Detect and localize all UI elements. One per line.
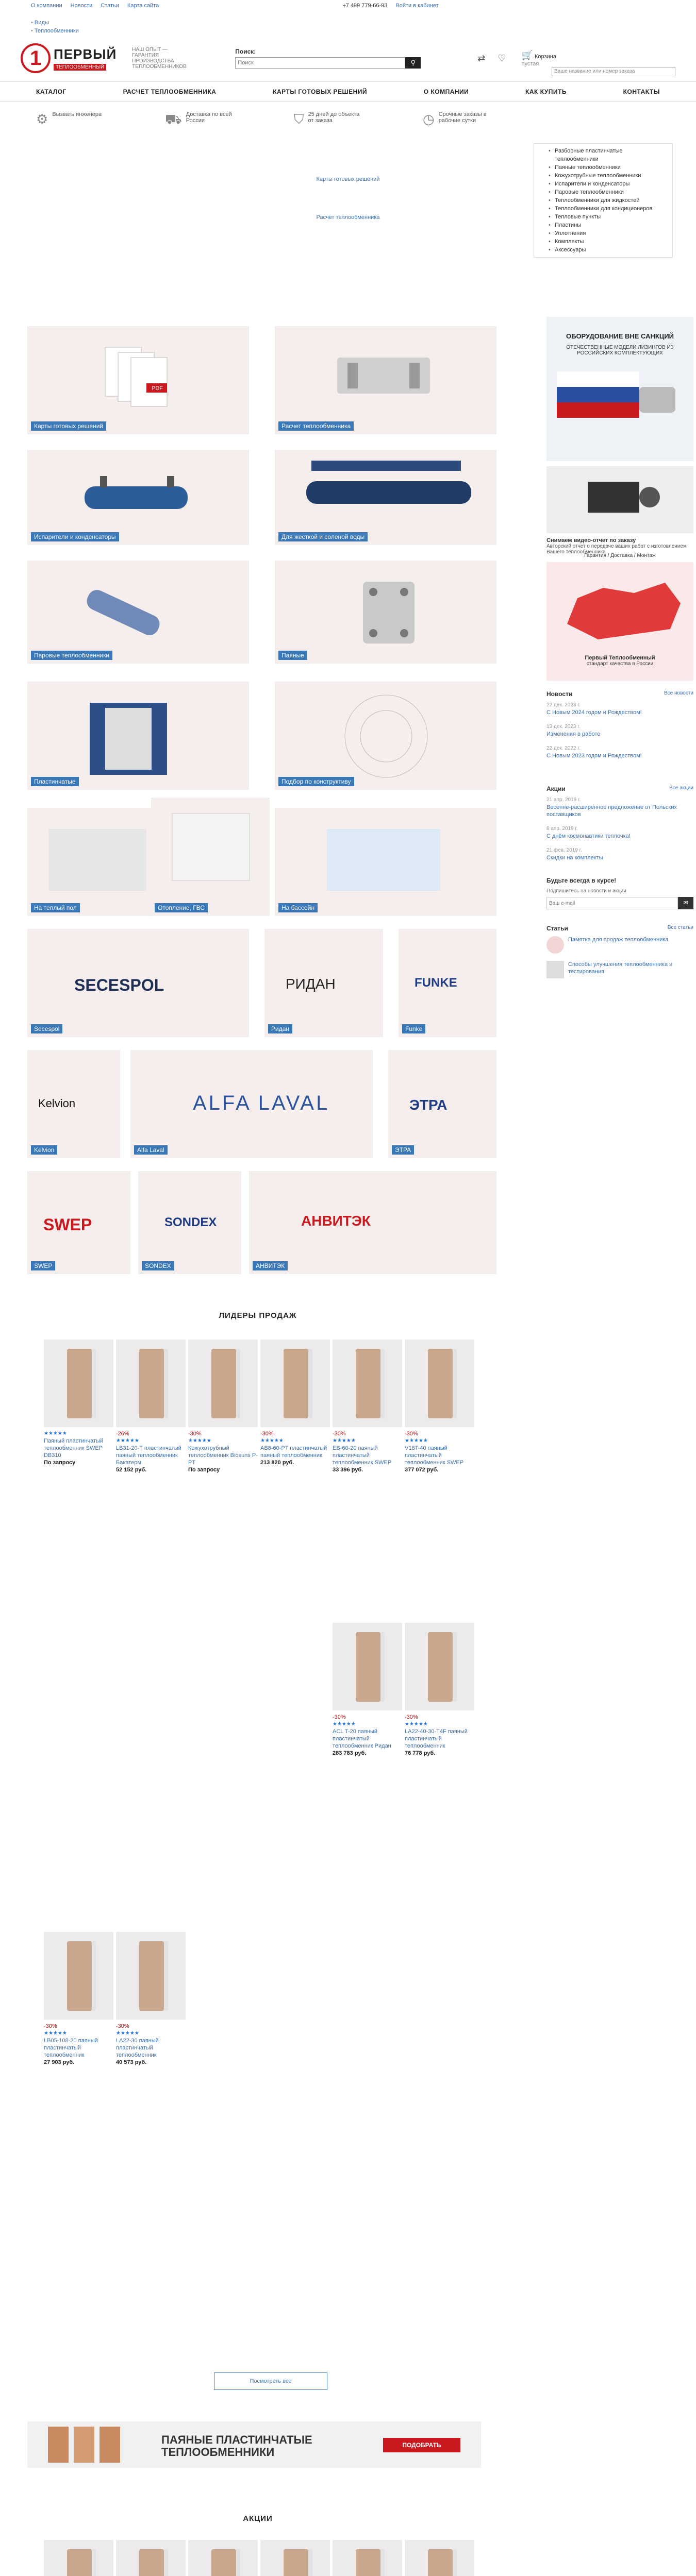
brand-secespol: SECESPOL: [74, 976, 164, 994]
discount-badge: -30%: [333, 1431, 346, 1437]
product-card[interactable]: [405, 2540, 474, 2576]
promo-line1: ПАЯНЫЕ ПЛАСТИНЧАТЫЕ: [161, 2433, 312, 2446]
tile-caption: SWEP: [31, 1261, 55, 1270]
feature-text: Доставка по всей России: [186, 111, 232, 124]
product-image[interactable]: [44, 1932, 113, 2020]
camera-illustration: [546, 466, 693, 533]
tile-caption: Пластинчатые: [31, 777, 79, 786]
product-card[interactable]: [44, 1340, 113, 1466]
cart-subtitle: пустая: [521, 60, 539, 67]
russia-map-illustration: [546, 567, 693, 655]
discount-badge: -30%: [333, 1714, 346, 1720]
sidebar: [546, 317, 693, 986]
site-header: [0, 35, 696, 81]
brand-ridan: РИДАН: [286, 976, 336, 992]
banner-text: ОТЕЧЕСТВЕННЫЕ МОДЕЛИ ЛИЗИНГОВ ИЗ РОССИЙСКИХ КОМПЛЕКТУЮЩИХ: [566, 345, 674, 356]
product-name[interactable]: Кожухотрубный теплообменник Biosuns P-PT: [188, 1445, 258, 1466]
breadcrumb-item[interactable]: Теплообменники: [34, 28, 79, 34]
product-card[interactable]: [44, 2540, 113, 2576]
dropdown-item[interactable]: • Паяные теплообменники: [534, 163, 672, 172]
plate-shape: [139, 1349, 164, 1418]
nav-catalog[interactable]: КАТАЛОГ: [36, 88, 67, 95]
rating-stars: ★★★★★: [44, 2030, 67, 2036]
tile-secespol[interactable]: [27, 929, 249, 1037]
brand-kelvion: Kelvion: [38, 1097, 76, 1110]
product-image[interactable]: [333, 2540, 402, 2576]
top-bar: [0, 0, 696, 11]
topbar-link-about[interactable]: О компании: [31, 3, 62, 9]
news-date: 22 дек. 2023 г.: [546, 702, 581, 708]
svg-text:PDF: PDF: [152, 385, 163, 392]
product-image[interactable]: [188, 1340, 258, 1427]
product-card[interactable]: [188, 2540, 258, 2576]
solutions-link[interactable]: Карты готовых решений: [316, 176, 380, 182]
tile-caption: SONDEX: [142, 1261, 174, 1270]
plate-shape: [428, 2549, 453, 2576]
map-text: стандарт качества в России: [586, 661, 654, 667]
search-input[interactable]: [235, 57, 405, 69]
news-heading: Новости: [546, 690, 573, 698]
tile-kelvion[interactable]: [27, 1050, 120, 1158]
product-price: 33 396 руб.: [333, 1467, 363, 1473]
product-card[interactable]: [44, 1932, 113, 2066]
tile-calculation[interactable]: [275, 326, 496, 434]
article-thumb: [546, 961, 564, 978]
feature-text: 25 дней до объекта от заказа: [308, 111, 360, 124]
tile-caption: Отопление, ГВС: [155, 903, 208, 912]
dropdown-item[interactable]: • Пластины: [534, 221, 672, 229]
sanctions-banner[interactable]: [546, 317, 693, 461]
banner-title: ОБОРУДОВАНИЕ ВНЕ САНКЦИЙ: [566, 332, 674, 340]
product-image[interactable]: [116, 1340, 186, 1427]
tile-etra[interactable]: [388, 1050, 496, 1158]
rating-stars: ★★★★★: [44, 1431, 67, 1436]
product-name[interactable]: ACL T-20 паяный пластинчатый теплообменник Ридан: [333, 1728, 391, 1749]
product-name[interactable]: EB-60-20 паяный пластинчатый теплообменник SWEP: [333, 1445, 392, 1466]
articles-heading: Статьи: [546, 925, 568, 932]
documents-illustration: [28, 327, 249, 434]
flag-illustration: [546, 361, 693, 438]
discount-badge: -26%: [116, 1431, 129, 1437]
pool-illustration: [275, 808, 496, 916]
cart-widget[interactable]: [522, 50, 556, 67]
product-image[interactable]: [116, 2540, 186, 2576]
parts-illustration: [275, 327, 496, 434]
tile-caption: Расчет теплообменника: [278, 421, 354, 431]
nav-solutions[interactable]: КАРТЫ ГОТОВЫХ РЕШЕНИЙ: [273, 88, 368, 95]
promo-banner[interactable]: [27, 2421, 481, 2468]
tile-ridan[interactable]: [264, 929, 383, 1037]
shell-tube-illustration: [28, 450, 249, 545]
product-price: По запросу: [44, 1460, 76, 1466]
site-logo[interactable]: [21, 43, 117, 73]
tile-floor[interactable]: [27, 808, 161, 916]
leaders-title: ЛИДЕРЫ ПРОДАЖ: [219, 1311, 297, 1320]
action-date: 21 апр. 2019 г.: [546, 797, 581, 803]
rating-stars: ★★★★★: [333, 1438, 356, 1444]
discount-badge: -30%: [188, 1431, 202, 1437]
plate-exchanger-illustration: [28, 682, 249, 790]
tile-plate[interactable]: [27, 682, 249, 790]
product-image[interactable]: [188, 2540, 258, 2576]
action-link[interactable]: Весенне-расширенное предложение от Польских поставщиков: [546, 804, 677, 818]
plate-shape: [139, 1941, 164, 2011]
send-icon[interactable]: ✉: [678, 897, 693, 909]
dropdown-item[interactable]: • Уплотнения: [534, 229, 672, 238]
tile-construct[interactable]: [275, 682, 496, 790]
feature-text: Вызвать инженера: [52, 111, 102, 117]
rating-stars: ★★★★★: [188, 1438, 211, 1444]
signin-link[interactable]: Войти в кабинет: [395, 3, 439, 9]
tile-caption: Ридан: [268, 1024, 292, 1033]
cart-title: Корзина: [535, 53, 556, 60]
brand-funke: FUNKE: [415, 976, 457, 990]
rating-stars: ★★★★★: [405, 1438, 428, 1444]
catalog-dropdown: [534, 143, 673, 258]
cart-icon: 🛒: [521, 49, 533, 60]
shield-icon: ⛉: [294, 111, 304, 127]
tile-pool[interactable]: [275, 808, 496, 916]
nav-calculation[interactable]: РАСЧЕТ ТЕПЛООБМЕННИКА: [123, 88, 217, 95]
plate-shape: [284, 1349, 308, 1418]
subscribe-heading: Будьте всегда в курсе!: [546, 877, 617, 884]
plate-shape: [428, 1632, 453, 1702]
product-image[interactable]: [405, 1340, 474, 1427]
main-nav: [0, 81, 696, 102]
blueprint-illustration: [275, 682, 496, 790]
plate-shape: [428, 1349, 453, 1418]
tile-caption: Secespol: [31, 1024, 62, 1033]
plate-shape: [356, 2549, 380, 2576]
brand-swep: SWEP: [43, 1215, 92, 1234]
tile-caption: Kelvion: [31, 1145, 57, 1155]
nav-contacts[interactable]: КОНТАКТЫ: [623, 88, 660, 95]
map-title: Первый Теплообменный: [585, 655, 655, 661]
product-card[interactable]: [405, 1340, 474, 1473]
product-card[interactable]: [116, 2540, 186, 2576]
plate-shape: [67, 2549, 92, 2576]
product-card[interactable]: [260, 1340, 330, 1466]
product-price: 27 903 руб.: [44, 2059, 75, 2065]
product-name[interactable]: LB05-108-20 паяный пластинчатый теплообменник: [44, 2038, 98, 2058]
breadcrumb: [0, 11, 696, 35]
tile-hardwater[interactable]: [275, 450, 496, 545]
truck-icon: ⛟: [165, 111, 182, 127]
product-card[interactable]: [333, 1340, 402, 1473]
tile-caption: Паяные: [278, 651, 307, 660]
video-text: Авторский отчет о передаче ваших работ с изготовлением Вашего теплообменника: [546, 544, 687, 555]
tile-brazed[interactable]: [275, 561, 496, 664]
rating-stars: ★★★★★: [260, 1438, 284, 1444]
dropdown-item[interactable]: • Аксессуары: [534, 246, 672, 254]
news-date: 22 дек. 2022 г.: [546, 745, 581, 751]
news-link[interactable]: С Новым 2023 годом и Рождеством!: [546, 753, 642, 759]
video-banner[interactable]: [546, 466, 693, 533]
dropdown-item[interactable]: • Тепловые пункты: [534, 213, 672, 221]
dropdown-item[interactable]: • Теплообменники для кондиционеров: [534, 205, 672, 213]
product-price: По запросу: [188, 1467, 220, 1473]
tile-solutions[interactable]: [27, 326, 249, 434]
product-card[interactable]: [333, 2540, 402, 2576]
nav-howtobuy[interactable]: КАК КУПИТЬ: [525, 88, 567, 95]
product-image[interactable]: [44, 2540, 113, 2576]
tile-caption: ЭТРА: [392, 1145, 414, 1155]
product-image[interactable]: [333, 1623, 402, 1710]
news-link[interactable]: Изменения в работе: [546, 731, 601, 737]
header-tagline: НАШ ОПЫТ — ГАРАНТИЯ ПРОИЗВОДСТВА ТЕПЛООБМЕННИКОВ: [132, 47, 187, 70]
tile-steam[interactable]: [27, 561, 249, 664]
promo-line2: ТЕПЛООБМЕННИКИ: [161, 2446, 275, 2459]
tile-caption: Funke: [402, 1024, 425, 1033]
plate-shape: [67, 1349, 92, 1418]
nav-about[interactable]: О КОМПАНИИ: [423, 88, 469, 95]
plate-shape: [211, 2549, 236, 2576]
product-name[interactable]: Паяный пластинчатый теплообменник SWEP DB310: [44, 1438, 104, 1459]
action-date: 8 апр. 2019 г.: [546, 826, 578, 832]
news-section: [546, 690, 693, 759]
map-banner[interactable]: [546, 562, 693, 681]
product-image[interactable]: [405, 2540, 474, 2576]
compare-icon[interactable]: ⇄: [477, 53, 486, 63]
action-link[interactable]: Скидки на комплекты: [546, 855, 603, 861]
logo-subtitle: ТЕПЛООБМЕННЫЙ: [54, 64, 106, 71]
order-search-input[interactable]: Ваше название или номер заказа: [552, 67, 675, 76]
topbar-phone[interactable]: +7 499 779-66-93: [342, 3, 388, 9]
action-date: 21 фев. 2019 г.: [546, 848, 582, 853]
features-bar: [0, 102, 696, 144]
product-price: 377 072 руб.: [405, 1467, 439, 1473]
tile-caption: Карты готовых решений: [31, 421, 106, 431]
dropdown-item[interactable]: • Паровые теплообменники: [534, 188, 672, 196]
tile-caption: АНВИТЭК: [253, 1261, 288, 1270]
product-image[interactable]: [260, 2540, 330, 2576]
tile-swep[interactable]: [27, 1171, 130, 1274]
dropdown-item[interactable]: • Теплообменники для жидкостей: [534, 196, 672, 205]
tile-anvitek[interactable]: [249, 1171, 496, 1274]
all-actions-link[interactable]: Все акции: [669, 785, 693, 791]
favorite-icon[interactable]: ♡: [498, 53, 506, 63]
tile-caption: Alfa Laval: [134, 1145, 168, 1155]
discount-badge: -30%: [116, 2023, 129, 2029]
actions-heading: Акции: [546, 785, 566, 792]
article-thumb: [546, 936, 564, 954]
product-image[interactable]: [405, 1623, 474, 1710]
video-title: Снимаем видео-отчет по заказу: [546, 537, 636, 544]
plate-shape: [356, 1349, 380, 1418]
brand-sondex: SONDEX: [164, 1215, 217, 1229]
logo-title: ПЕРВЫЙ: [54, 46, 117, 62]
discount-badge: -30%: [44, 2023, 57, 2029]
product-price: 40 573 руб.: [116, 2059, 147, 2065]
logo-circle: 1: [21, 43, 51, 73]
product-name[interactable]: LA22-30 паяный пластинчатый теплообменник: [116, 2038, 159, 2058]
product-card[interactable]: [405, 1623, 474, 1757]
clock-icon: ◷: [423, 111, 435, 127]
search-icon[interactable]: ⚲: [405, 57, 421, 69]
search-label: Поиск:: [235, 48, 256, 55]
tile-funke[interactable]: [399, 929, 496, 1037]
tile-caption: Паровые теплообменники: [31, 651, 112, 660]
brand-alfa: ALFA LAVAL: [193, 1092, 330, 1114]
discount-badge: -30%: [405, 1431, 418, 1437]
brand-anvitek: АНВИТЭК: [301, 1213, 371, 1229]
articles-section: [546, 925, 693, 978]
tile-alfa[interactable]: [130, 1050, 373, 1158]
tile-evaporators[interactable]: [27, 450, 249, 545]
calculation-link[interactable]: Расчет теплообменника: [316, 214, 380, 221]
news-date: 13 дек. 2023 г.: [546, 724, 581, 730]
radiator-illustration: [152, 798, 270, 916]
product-card[interactable]: [260, 2540, 330, 2576]
plate-shape: [284, 2549, 308, 2576]
product-image[interactable]: [333, 1340, 402, 1427]
brazed-exchanger-illustration: [275, 561, 496, 664]
dropdown-item[interactable]: • Кожухотрубные теплообменники: [534, 172, 672, 180]
product-card[interactable]: [188, 1340, 258, 1473]
dropdown-item[interactable]: • Комплекты: [534, 238, 672, 246]
plate-shape: [139, 2549, 164, 2576]
topbar-link-sitemap[interactable]: Карта сайта: [127, 3, 159, 9]
subscribe-email-input[interactable]: [546, 897, 678, 909]
breadcrumb-item[interactable]: Виды: [34, 20, 49, 26]
subscribe-text: Подпишитесь на новости и акции: [546, 888, 626, 894]
all-articles-link[interactable]: Все статьи: [667, 925, 693, 930]
all-news-link[interactable]: Все новости: [664, 690, 693, 696]
discount-badge: -30%: [260, 1431, 274, 1437]
tile-caption: На теплый пол: [31, 903, 80, 912]
product-name[interactable]: LA22-40-30-T4F паяный пластинчатый теплообменник: [405, 1728, 468, 1749]
product-name[interactable]: LB31-20-T пластинчатый паяный теплообменник Бакатерм: [116, 1445, 181, 1466]
actions-section: [546, 785, 693, 861]
subscribe-section: [546, 877, 693, 909]
product-name[interactable]: V18T-40 паяный пластинчатый теплообменник SWEP: [405, 1445, 464, 1466]
actions-title: АКЦИИ: [243, 2514, 273, 2523]
product-image[interactable]: [44, 1340, 113, 1427]
article-link[interactable]: Памятка для продаж теплообменника: [568, 937, 669, 943]
shell-tube-illustration: [275, 450, 496, 545]
product-card[interactable]: [333, 1623, 402, 1757]
product-price: 76 778 руб.: [405, 1750, 436, 1756]
map-top-text: Гарантия / Доставка / Монтаж: [584, 553, 656, 558]
tile-caption: Подбор по конструктиву: [278, 777, 354, 786]
news-link[interactable]: С Новым 2024 годом и Рождеством!: [546, 709, 642, 716]
feature-text: Срочные заказы в рабочие сутки: [438, 111, 487, 124]
tile-sondex[interactable]: [138, 1171, 241, 1274]
floor-heating-illustration: [28, 808, 161, 916]
topbar-link-news[interactable]: Новости: [70, 3, 93, 9]
dropdown-item[interactable]: • Разборные пластинчатые теплообменники: [534, 147, 672, 163]
product-price: 283 783 руб.: [333, 1750, 367, 1756]
product-price: 52 152 руб.: [116, 1467, 147, 1473]
discount-badge: -30%: [405, 1714, 418, 1720]
promo-select-button[interactable]: ПОДОБРАТЬ: [383, 2438, 460, 2452]
gear-icon: ⚙: [36, 111, 48, 127]
rating-stars: ★★★★★: [116, 2030, 139, 2036]
article-link[interactable]: Способы улучшения теплообменника и тестирования: [568, 961, 673, 975]
show-all-leaders-button[interactable]: Посмотреть все: [214, 2372, 327, 2390]
tile-heating[interactable]: [151, 798, 270, 916]
product-price: 213 820 руб.: [260, 1460, 294, 1466]
plate-shape: [211, 1349, 236, 1418]
product-name[interactable]: AB8-60-PT пластинчатый паяный теплообменник: [260, 1445, 327, 1459]
steam-exchanger-illustration: [28, 561, 249, 664]
tile-caption: Испарители и конденсаторы: [31, 532, 119, 541]
topbar-link-articles[interactable]: Статьи: [101, 3, 119, 9]
tile-caption: Для жесткой и соленой воды: [278, 532, 368, 541]
product-image[interactable]: [116, 1932, 186, 2020]
plate-shape: [67, 1941, 92, 2011]
action-link[interactable]: С днём космонавтики теплочка!: [546, 833, 631, 839]
rating-stars: ★★★★★: [116, 1438, 139, 1444]
rating-stars: ★★★★★: [405, 1721, 428, 1727]
brand-etra: ЭТРА: [409, 1097, 448, 1113]
rating-stars: ★★★★★: [333, 1721, 356, 1727]
dropdown-item[interactable]: • Испарители и конденсаторы: [534, 180, 672, 188]
product-image[interactable]: [260, 1340, 330, 1427]
product-card[interactable]: [116, 1932, 186, 2066]
tile-caption: На бассейн: [278, 903, 318, 912]
search-form: [235, 48, 421, 69]
product-card[interactable]: [116, 1340, 186, 1473]
plates-illustration: [27, 2421, 161, 2468]
plate-shape: [356, 1632, 380, 1702]
